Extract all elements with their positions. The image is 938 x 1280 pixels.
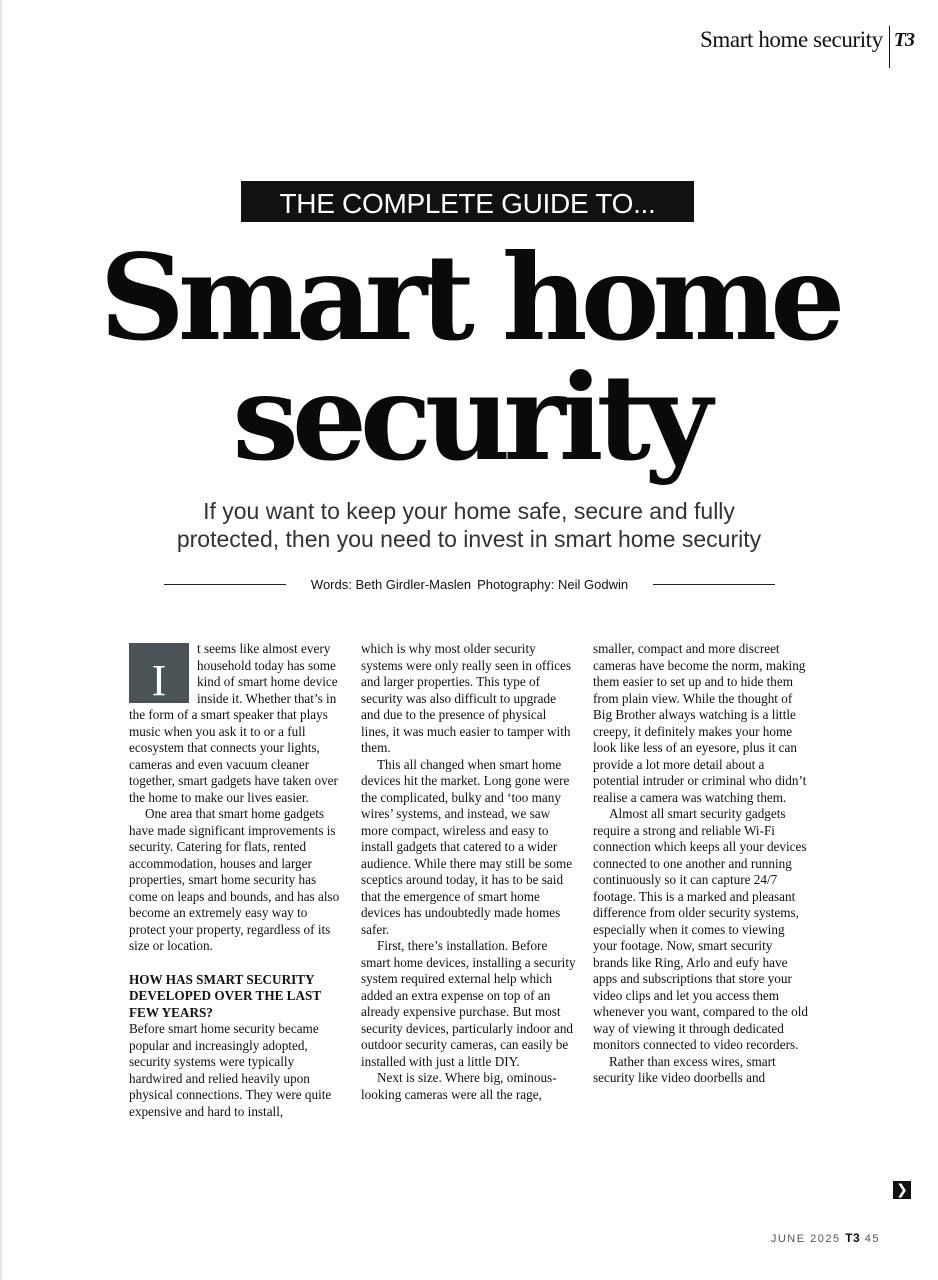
body-column-2 <box>361 641 577 1103</box>
standfirst-line-1: If you want to keep your home safe, secure and fully <box>203 498 735 524</box>
byline-rule-right <box>653 584 775 585</box>
body-paragraph: Rather than excess wires, smart security like video doorbells and <box>593 1053 776 1085</box>
headline <box>0 228 938 487</box>
body-paragraph: which is why most older security systems were only really seen in offices and larger properties. This type of security was also difficult to upgrade and due to the presence of physical lines, it was much easier to tamper with them. <box>361 641 571 755</box>
headline-line-1: Smart home <box>99 228 839 367</box>
body-paragraph: First, there’s installation. Before smart home devices, installing a security system required external help which added an extra expense on top of an already expensive purchase. But most security devices, particularly indoor and outdoor security cameras, can easily be installed with just a little DIY. <box>361 938 576 1069</box>
section-title: Smart home security <box>700 27 883 52</box>
t3-logo: T3 <box>893 29 914 51</box>
page-edge <box>0 0 2 1280</box>
headline-line-2: security <box>232 348 706 487</box>
byline-rule-left <box>164 584 286 585</box>
standfirst <box>120 497 818 553</box>
body-paragraph: I t seems like almost every household today has some kind of smart home device inside it. Whether that’s in the form of a smart speaker that plays music when you ask it to or a full ecosystem that connects your lights, cameras and even vacuum cleaner together, smart gadgets have taken over the home to make our lives easier. <box>129 641 338 805</box>
byline <box>296 576 643 593</box>
kicker-banner: THE COMPLETE GUIDE TO... <box>241 181 694 222</box>
issue-date: JUNE 2025 <box>770 1233 841 1245</box>
byline-photographer: Photography: Neil Godwin <box>477 577 629 592</box>
body-paragraph: This all changed when smart home devices hit the market. Long gone were the complicated, bulky and ‘too many wires’ systems, and instead, we saw more compact, wireless and easy to install gadgets that catered to a wider audience. While there may still be some sceptics around today, it has to be said that the emergence of smart home devices has undoubtedly made homes safer. <box>361 756 573 937</box>
page-footer <box>771 1231 880 1245</box>
standfirst-line-2: protected, then you need to invest in smart home security <box>176 526 762 552</box>
byline-author: Words: Beth Girdler-Maslen <box>310 577 472 592</box>
running-header <box>700 26 914 68</box>
body-paragraph: Almost all smart security gadgets require a strong and reliable Wi-Fi connection which keeps all your devices connected to one another and running continuously so it can capture 24/7 footage. This is a marked and pleasant difference from older security systems, especially when it comes to viewing your footage. Now, smart security brands like Ring, Arlo and eufy have apps and subscriptions that store your video clips and let you access them whenever you want, compared to the old way of viewing it through dedicated monitors connected to video recorders. <box>593 806 808 1052</box>
body-column-1 <box>129 641 345 1120</box>
body-column-3 <box>593 641 809 1087</box>
subheading: HOW HAS SMART SECURITY DEVELOPED OVER THE LAST FEW YEARS? <box>129 971 321 1020</box>
chevron-right-icon: ❯ <box>893 1181 911 1199</box>
page-number: 45 <box>864 1233 880 1245</box>
body-paragraph: One area that smart home gadgets have made significant improvements is security. Catering for flats, rented accommodation, houses and larger properties, smart home security has come on leaps and bounds, and has also become an extremely easy way to protect your property, regardless of its size or location. <box>129 806 340 953</box>
body-paragraph: Before smart home security became popular and increasingly adopted, security systems were typically hardwired and relied heavily upon physical connections. They were quite expensive and hard to install, <box>129 1021 332 1119</box>
body-paragraph: Next is size. Where big, ominous-looking cameras were all the rage, <box>361 1070 557 1102</box>
drop-cap: I <box>129 643 189 703</box>
body-paragraph: smaller, compact and more discreet cameras have become the norm, making them easier to set up and to hide them from plain view. While the thought of Big Brother always watching is a little creepy, it definitely makes your home look like less of an eyesore, plus it can provide a lot more detail about a potential intruder or criminal who didn’t realise a camera was watching them. <box>593 641 807 805</box>
footer-brand: T3 <box>845 1231 861 1245</box>
header-divider <box>889 26 890 68</box>
